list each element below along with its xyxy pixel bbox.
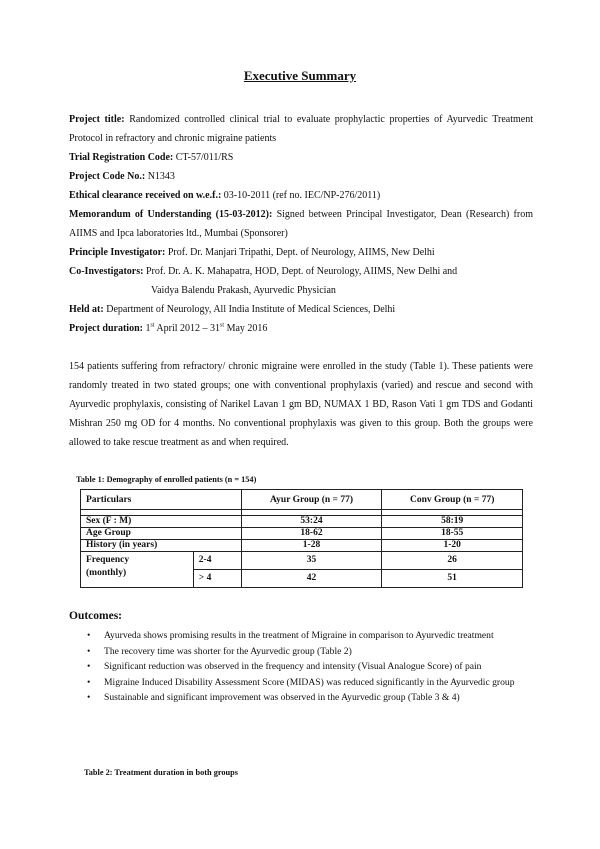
bullet-icon: • (87, 676, 91, 688)
row-label: Age Group (81, 528, 242, 540)
bullet-icon: • (87, 645, 91, 657)
mou-line (69, 205, 533, 243)
frequency-range: 2-4 (193, 552, 241, 570)
project-title-line (69, 110, 533, 148)
row-label: Sex (F : M) (81, 516, 242, 528)
table-row (81, 528, 523, 540)
ethics-line (69, 186, 533, 205)
table2-caption: Table 2: Treatment duration in both groups (84, 768, 238, 777)
frequency-label: Frequency (86, 555, 130, 565)
row-conv-value: 18-55 (382, 528, 523, 540)
list-item-text: Significant reduction was observed in the frequency and intensity (Visual Analogue Score) of pain (104, 661, 482, 672)
bullet-icon: • (87, 661, 91, 672)
demography-table (80, 489, 523, 588)
outcomes-list (87, 630, 533, 708)
held-at-value: Department of Neurology, All India Institute of Medical Sciences, Delhi (103, 304, 396, 315)
row-label: History (in years) (81, 540, 242, 552)
list-item-text: Ayurveda shows promising results in the treatment of Migraine in comparison to Ayurvedic treatment (104, 630, 494, 641)
trial-code-line (69, 148, 533, 167)
held-at-label: Held at: (69, 304, 104, 315)
project-code-line (69, 167, 533, 186)
table-row-frequency (81, 552, 523, 570)
duration-line (69, 319, 533, 338)
duration-end-sup: st (220, 322, 225, 329)
table-row (81, 516, 523, 528)
bullet-icon: • (87, 630, 91, 641)
header-ayur-group: Ayur Group (n = 77) (241, 490, 382, 510)
list-item (87, 692, 533, 705)
co-investigators-line (69, 262, 533, 281)
row-ayur-value: 1-28 (241, 540, 382, 552)
pi-label: Principle Investigator: (69, 247, 166, 258)
row-conv-value: 1-20 (382, 540, 523, 552)
table1-caption: Table 1: Demography of enrolled patients (n = 154) (76, 475, 257, 484)
mou-label: Memorandum of Understanding (15-03-2012): (69, 209, 273, 220)
outcomes-heading: Outcomes: (69, 610, 123, 622)
bullet-icon: • (87, 692, 91, 703)
duration-label: Project duration: (69, 323, 143, 334)
trial-code-label: Trial Registration Code: (69, 152, 174, 163)
duration-start-day: 1 (142, 323, 151, 334)
table-header-row (81, 490, 523, 510)
duration-start-sup: st (150, 322, 155, 329)
list-item-text: Migraine Induced Disability Assessment Score (MIDAS) was reduced significantly in the Ayurvedic group (104, 676, 515, 688)
co-investigators-label: Co-Investigators: (69, 266, 144, 277)
pi-value: Prof. Dr. Manjari Tripathi, Dept. of Neurology, AIIMS, New Delhi (165, 247, 435, 258)
list-item (87, 630, 533, 643)
frequency-sublabel: (monthly) (86, 568, 127, 578)
list-item (87, 677, 533, 690)
table-row (81, 540, 523, 552)
list-item-text: The recovery time was shorter for the Ayurvedic group (Table 2) (104, 645, 352, 657)
list-item (87, 646, 533, 659)
pi-line (69, 243, 533, 262)
row-ayur-value: 53:24 (241, 516, 382, 528)
summary-paragraph: 154 patients suffering from refractory/ chronic migraine were enrolled in the study (Table 1). These patients were randomly treated in two stated groups; one with conventional prophylaxis (varied) and rescue and second with Ayurvedic prophylaxis, consisting of Narikel Lavan 1 gm BD, NUMAX 1 BD, Rason Vati 1 gm TDS and Godanti Mishran 250 mg OD for 4 months. No conventional prophylaxis was given to this group. Both the groups were allowed to take rescue treatment as and when required. (69, 361, 533, 448)
project-code-value: N1343 (145, 171, 175, 182)
duration-middle: April 2012 – 31 (154, 323, 221, 334)
row-conv-value: 58:19 (382, 516, 523, 528)
held-at-line (69, 300, 533, 319)
frequency-range: > 4 (193, 570, 241, 588)
page-title: Executive Summary (243, 68, 357, 83)
row-ayur-value: 18-62 (241, 528, 382, 540)
frequency-conv-value: 51 (382, 570, 523, 588)
project-metadata (69, 110, 533, 338)
project-title-label: Project title: (69, 114, 125, 125)
frequency-ayur-value: 42 (241, 570, 382, 588)
trial-code-value: CT-57/011/RS (173, 152, 234, 163)
project-title-value: Randomized controlled clinical trial to evaluate prophylactic properties of Ayurvedic Treatment Protocol in refractory and chronic migraine patients (69, 114, 534, 144)
duration-end: May 2016 (224, 323, 268, 334)
mou-value: Signed between Principal Investigator, Dean (Research) from AIIMS and Ipca laboratories ltd., Mumbai (Sponsorer) (69, 209, 533, 239)
list-item (87, 661, 533, 674)
list-item-text: Sustainable and significant improvement was observed in the Ayurvedic group (Table 3 & 4) (104, 692, 460, 703)
project-code-label: Project Code No.: (69, 171, 146, 182)
co-investigators-line-2 (69, 281, 533, 300)
frequency-conv-value: 26 (382, 552, 523, 570)
header-conv-group: Conv Group (n = 77) (382, 490, 523, 510)
co-investigators-value-2: Vaidya Balendu Prakash, Ayurvedic Physician (151, 285, 336, 296)
frequency-label-cell (81, 552, 194, 588)
header-particulars: Particulars (81, 490, 242, 510)
ethics-value: 03-10-2011 (ref no. IEC/NP-276/2011) (221, 190, 381, 201)
co-investigators-value-1: Prof. Dr. A. K. Mahapatra, HOD, Dept. of Neurology, AIIMS, New Delhi and (143, 266, 458, 277)
frequency-ayur-value: 35 (241, 552, 382, 570)
ethics-label: Ethical clearance received on w.e.f.: (69, 190, 222, 201)
